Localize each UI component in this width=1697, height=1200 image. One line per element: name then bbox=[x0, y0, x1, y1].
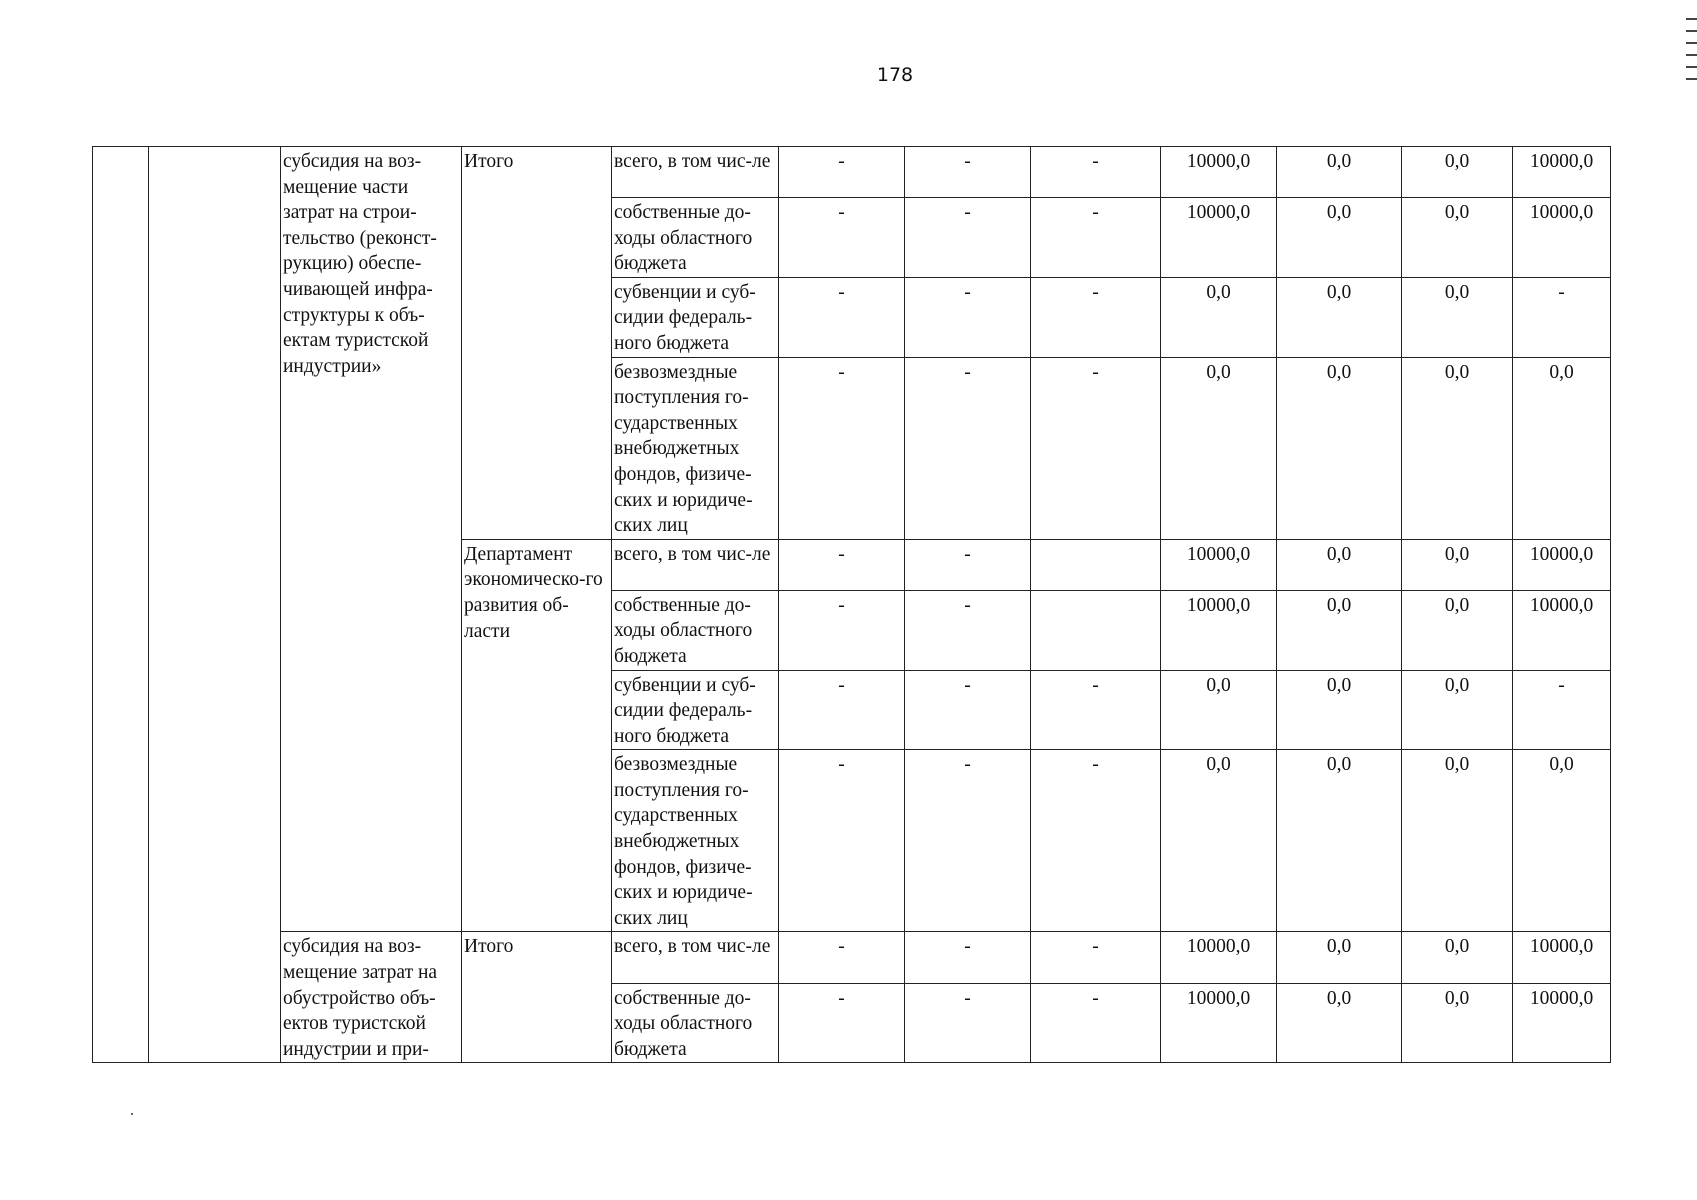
value-cell: - bbox=[779, 590, 905, 670]
funding-source-cell: всего, в том чис-ле bbox=[612, 932, 779, 983]
value-cell: 10000,0 bbox=[1513, 983, 1611, 1063]
value-cell: 10000,0 bbox=[1161, 932, 1277, 983]
value-cell: - bbox=[905, 357, 1031, 539]
value-cell: - bbox=[1031, 147, 1161, 198]
value-cell: 0,0 bbox=[1402, 983, 1513, 1063]
measure-cell: субсидия на воз-мещение части затрат на строи-тельство (реконст-рукцию) обеспе-чивающей инфра-структуры к объ-ектам туристской индустрии» bbox=[281, 147, 462, 932]
value-cell: 0,0 bbox=[1277, 590, 1402, 670]
value-cell: 10000,0 bbox=[1161, 147, 1277, 198]
value-cell: - bbox=[779, 147, 905, 198]
value-cell: - bbox=[905, 590, 1031, 670]
funding-source-cell: всего, в том чис-ле bbox=[612, 147, 779, 198]
value-cell: 0,0 bbox=[1277, 357, 1402, 539]
value-cell: 0,0 bbox=[1277, 277, 1402, 357]
value-cell: 0,0 bbox=[1277, 932, 1402, 983]
value-cell: 0,0 bbox=[1277, 198, 1402, 278]
value-cell: - bbox=[1031, 277, 1161, 357]
value-cell: 0,0 bbox=[1402, 198, 1513, 278]
value-cell: - bbox=[905, 539, 1031, 590]
value-cell: 0,0 bbox=[1402, 932, 1513, 983]
value-cell: 0,0 bbox=[1161, 750, 1277, 932]
value-cell: - bbox=[1513, 277, 1611, 357]
value-cell: - bbox=[905, 983, 1031, 1063]
value-cell: 10000,0 bbox=[1513, 539, 1611, 590]
value-cell: 10000,0 bbox=[1161, 539, 1277, 590]
value-cell: 0,0 bbox=[1402, 750, 1513, 932]
value-cell: - bbox=[1513, 670, 1611, 750]
program-cell bbox=[149, 147, 281, 1063]
value-cell: 0,0 bbox=[1402, 357, 1513, 539]
value-cell: 0,0 bbox=[1402, 539, 1513, 590]
value-cell: 0,0 bbox=[1277, 983, 1402, 1063]
executor-cell: Департамент экономическо-го развития об-ласти bbox=[462, 539, 612, 932]
value-cell: - bbox=[1031, 983, 1161, 1063]
value-cell: - bbox=[905, 198, 1031, 278]
value-cell: - bbox=[779, 983, 905, 1063]
value-cell: - bbox=[779, 357, 905, 539]
funding-source-cell: субвенции и суб-сидии федераль-ного бюджета bbox=[612, 277, 779, 357]
funding-source-cell: безвозмездные поступления го-сударственных внебюджетных фондов, физиче-ских и юридиче-ских лиц bbox=[612, 750, 779, 932]
value-cell: - bbox=[1031, 357, 1161, 539]
value-cell: 10000,0 bbox=[1161, 590, 1277, 670]
value-cell: - bbox=[905, 932, 1031, 983]
value-cell: - bbox=[779, 539, 905, 590]
value-cell: - bbox=[905, 277, 1031, 357]
number-cell bbox=[93, 147, 149, 1063]
value-cell: 10000,0 bbox=[1513, 147, 1611, 198]
value-cell: - bbox=[1031, 670, 1161, 750]
value-cell: 0,0 bbox=[1402, 590, 1513, 670]
executor-cell: Итого bbox=[462, 147, 612, 540]
table-body bbox=[93, 147, 1611, 1063]
value-cell: 0,0 bbox=[1277, 750, 1402, 932]
value-cell bbox=[1031, 590, 1161, 670]
value-cell: 0,0 bbox=[1513, 357, 1611, 539]
value-cell: 0,0 bbox=[1277, 147, 1402, 198]
value-cell: 0,0 bbox=[1402, 670, 1513, 750]
funding-source-cell: субвенции и суб-сидии федераль-ного бюджета bbox=[612, 670, 779, 750]
value-cell: 0,0 bbox=[1402, 277, 1513, 357]
value-cell: 0,0 bbox=[1161, 670, 1277, 750]
value-cell: - bbox=[1031, 198, 1161, 278]
value-cell: 0,0 bbox=[1277, 539, 1402, 590]
value-cell: 10000,0 bbox=[1513, 198, 1611, 278]
value-cell: 10000,0 bbox=[1513, 932, 1611, 983]
table-row bbox=[93, 932, 1611, 983]
value-cell: - bbox=[905, 670, 1031, 750]
value-cell: 0,0 bbox=[1161, 357, 1277, 539]
value-cell bbox=[1031, 539, 1161, 590]
value-cell: - bbox=[905, 147, 1031, 198]
funding-source-cell: всего, в том чис-ле bbox=[612, 539, 779, 590]
budget-table bbox=[92, 146, 1611, 1063]
value-cell: - bbox=[779, 198, 905, 278]
value-cell: 0,0 bbox=[1277, 670, 1402, 750]
value-cell: 0,0 bbox=[1402, 147, 1513, 198]
scan-edge-marks bbox=[1686, 18, 1697, 90]
value-cell: 10000,0 bbox=[1161, 198, 1277, 278]
measure-cell: субсидия на воз-мещение затрат на обустройство объ-ектов туристской индустрии и при- bbox=[281, 932, 462, 1063]
value-cell: - bbox=[779, 277, 905, 357]
value-cell: - bbox=[1031, 932, 1161, 983]
funding-source-cell: собственные до-ходы областного бюджета bbox=[612, 590, 779, 670]
executor-cell: Итого bbox=[462, 932, 612, 1063]
value-cell: - bbox=[905, 750, 1031, 932]
value-cell: 10000,0 bbox=[1513, 590, 1611, 670]
value-cell: 0,0 bbox=[1513, 750, 1611, 932]
scan-speck bbox=[131, 1113, 133, 1115]
funding-source-cell: безвозмездные поступления го-сударственных внебюджетных фондов, физиче-ских и юридиче-ских лиц bbox=[612, 357, 779, 539]
funding-source-cell: собственные до-ходы областного бюджета bbox=[612, 198, 779, 278]
value-cell: - bbox=[1031, 750, 1161, 932]
page-number: 178 bbox=[876, 64, 914, 86]
value-cell: - bbox=[779, 932, 905, 983]
table-row bbox=[93, 147, 1611, 198]
funding-source-cell: собственные до-ходы областного бюджета bbox=[612, 983, 779, 1063]
value-cell: - bbox=[779, 750, 905, 932]
value-cell: - bbox=[779, 670, 905, 750]
value-cell: 10000,0 bbox=[1161, 983, 1277, 1063]
value-cell: 0,0 bbox=[1161, 277, 1277, 357]
